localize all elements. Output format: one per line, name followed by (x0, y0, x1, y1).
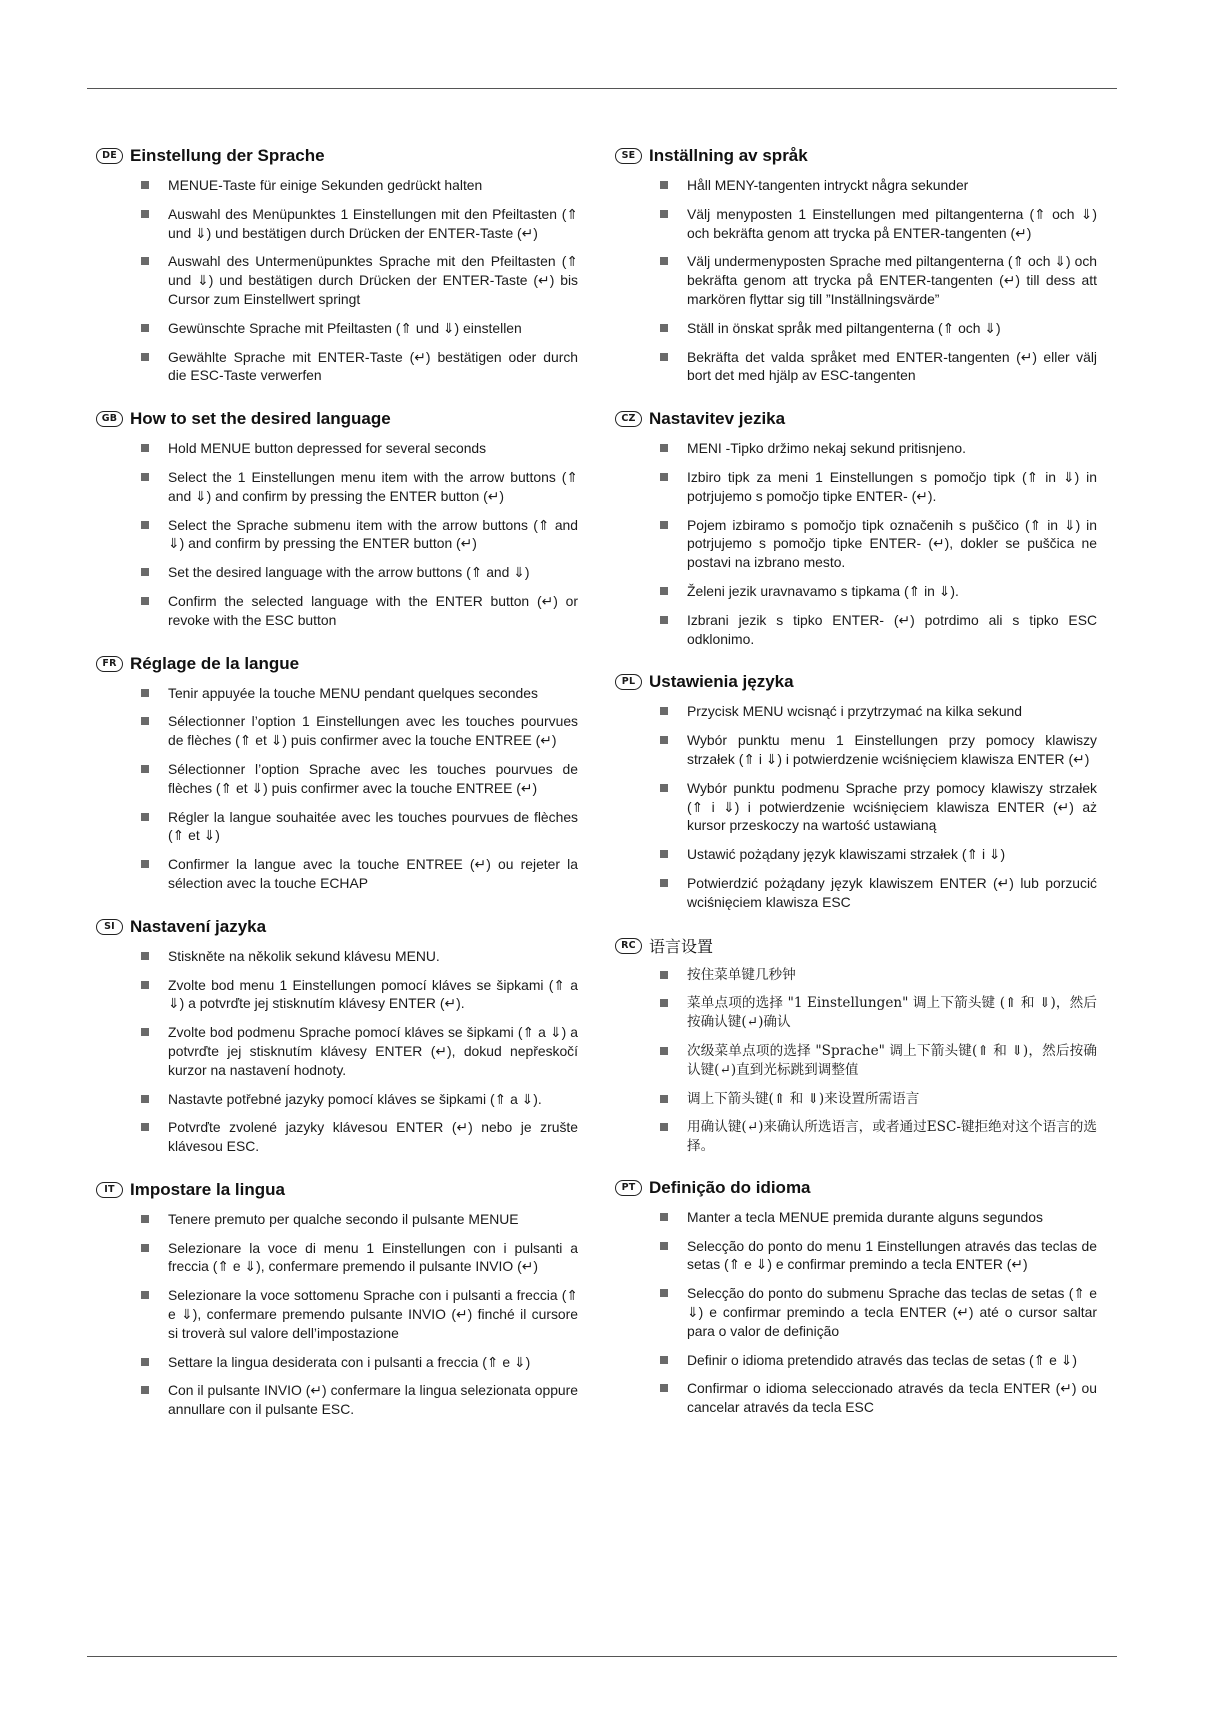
item-text: MENI -Tipko držimo nekaj sekund pritisnjeno. (687, 440, 966, 457)
square-bullet-icon (141, 860, 149, 868)
item-text: Želeni jezik uravnavamo s tipkama (⇑ in ⇓). (687, 582, 959, 599)
section-cz (615, 407, 1097, 648)
list-item (96, 712, 578, 750)
item-text: Tenir appuyée la touche MENU pendant quelques secondes (168, 684, 538, 701)
list-item (615, 1237, 1097, 1275)
section-heading (96, 652, 578, 676)
item-text: Hold MENUE button depressed for several seconds (168, 440, 487, 457)
square-bullet-icon (660, 181, 668, 189)
list-item (96, 176, 578, 195)
square-bullet-icon (141, 1215, 149, 1223)
list-item (96, 563, 578, 582)
square-bullet-icon (660, 736, 668, 744)
item-text: Definir o idioma pretendido através das teclas de setas (⇑ e ⇓) (687, 1351, 1078, 1368)
item-text: Ustawić pożądany język klawiszami strzałek (⇑ i ⇓) (687, 846, 1006, 863)
instruction-list (615, 1208, 1097, 1417)
section-de (96, 144, 578, 385)
list-item (615, 779, 1097, 835)
language-badge: SE (615, 148, 642, 164)
square-bullet-icon (141, 813, 149, 821)
square-bullet-icon (141, 1291, 149, 1299)
section-heading (615, 670, 1097, 694)
item-text: 次级菜单点项的选择 "Sprache" 调上下箭头键(⇑ 和 ⇓)，然后按确认键(↵)直到光标跳到调整值 (687, 1042, 1097, 1078)
list-item (96, 516, 578, 554)
left-column (96, 144, 578, 1441)
square-bullet-icon (660, 324, 668, 332)
square-bullet-icon (660, 971, 668, 979)
item-text: Gewählte Sprache mit ENTER-Taste (↵) bestätigen oder durch die ESC-Taste verwerfen (168, 348, 578, 384)
item-text: Bekräfta det valda språket med ENTER-tangenten (↵) eller välj bort det med hjälp av ESC-tangenten (687, 348, 1097, 384)
item-text: Potwierdzić pożądany język klawiszem ENTER (↵) lub porzucić wciśnięciem klawisza ESC (687, 874, 1097, 910)
square-bullet-icon (141, 521, 149, 529)
language-badge: SI (96, 919, 123, 935)
list-item (615, 1042, 1097, 1080)
instruction-list (96, 684, 578, 893)
square-bullet-icon (141, 257, 149, 265)
language-badge: CZ (615, 411, 642, 427)
list-item (615, 1351, 1097, 1370)
item-text: Settare la lingua desiderata con i pulsanti a freccia (⇑ e ⇓) (168, 1353, 531, 1370)
section-heading (96, 144, 578, 168)
section-heading (615, 934, 1097, 958)
section-title: Ustawienia języka (649, 672, 794, 692)
list-item (615, 1208, 1097, 1227)
square-bullet-icon (141, 324, 149, 332)
list-item (96, 1023, 578, 1079)
language-badge: PT (615, 1180, 642, 1196)
square-bullet-icon (660, 473, 668, 481)
square-bullet-icon (660, 1384, 668, 1392)
item-text: Sélectionner l’option Sprache avec les touches pourvues de flèches (⇑ et ⇓) puis confirmer avec la touche ENTREE (↵) (168, 760, 578, 796)
instruction-list (96, 1210, 578, 1419)
section-heading (615, 407, 1097, 431)
item-text: Tenere premuto per qualche secondo il pulsante MENUE (168, 1210, 519, 1227)
square-bullet-icon (660, 1242, 668, 1250)
language-badge: RC (615, 938, 642, 954)
item-text: Sélectionner l’option 1 Einstellungen avec les touches pourvues de flèches (⇑ et ⇓) puis confirmer avec la touche ENTREE (↵) (168, 713, 578, 749)
section-heading (96, 915, 578, 939)
item-text: Select the Sprache submenu item with the arrow buttons (⇑ and ⇓) and confirm by pressing the ENTER button (↵) (168, 516, 578, 552)
square-bullet-icon (141, 444, 149, 452)
square-bullet-icon (141, 1244, 149, 1252)
square-bullet-icon (660, 1047, 668, 1055)
square-bullet-icon (660, 850, 668, 858)
item-text: Selecção do ponto do menu 1 Einstellungen através das teclas de setas (⇑ e ⇓) e confirmar premindo a tecla ENTER (↵) (687, 1237, 1097, 1273)
square-bullet-icon (141, 1386, 149, 1394)
item-text: Confirm the selected language with the ENTER button (↵) or revoke with the ESC button (168, 592, 578, 628)
section-title: Definição do idioma (649, 1177, 811, 1197)
square-bullet-icon (141, 1358, 149, 1366)
list-item (96, 1090, 578, 1109)
square-bullet-icon (660, 210, 668, 218)
square-bullet-icon (141, 1123, 149, 1131)
section-pl (615, 670, 1097, 911)
square-bullet-icon (660, 784, 668, 792)
square-bullet-icon (141, 210, 149, 218)
item-text: Select the 1 Einstellungen menu item with the arrow buttons (⇑ and ⇓) and confirm by pressing the ENTER button (↵) (168, 468, 578, 504)
instruction-list (615, 702, 1097, 911)
square-bullet-icon (141, 1028, 149, 1036)
list-item (96, 205, 578, 243)
item-text: Stiskněte na několik sekund klávesu MENU. (168, 947, 440, 964)
list-item (96, 760, 578, 798)
list-item (615, 874, 1097, 912)
item-text: Izbiro tipk za meni 1 Einstellungen s pomočjo tipk (⇑ in ⇓) in potrjujemo s pomočjo tipke ENTER- (↵). (687, 468, 1097, 504)
square-bullet-icon (660, 999, 668, 1007)
list-item (615, 252, 1097, 308)
section-rc (615, 934, 1097, 1156)
item-text: Pojem izbiramo s pomočjo tipk označenih s puščico (⇑ in ⇓) in potrjujemo s pomočjo tipke ENTER- (↵), dokler se puščica ne postavi na izbrano mesto. (687, 516, 1097, 571)
section-title: Impostare la lingua (130, 1179, 285, 1199)
section-title: Nastavení jazyka (130, 916, 267, 936)
square-bullet-icon (141, 473, 149, 481)
list-item (615, 1118, 1097, 1156)
square-bullet-icon (660, 353, 668, 361)
list-item (96, 319, 578, 338)
top-rule (87, 88, 1117, 89)
square-bullet-icon (141, 765, 149, 773)
section-fr (96, 652, 578, 893)
list-item (96, 684, 578, 703)
item-text: Potvrďte zvolené jazyky klávesou ENTER (↵) nebo je zrušte klávesou ESC. (168, 1119, 578, 1155)
item-text: Set the desired language with the arrow buttons (⇑ and ⇓) (168, 564, 530, 581)
square-bullet-icon (141, 689, 149, 697)
item-text: Auswahl des Untermenüpunktes Sprache mit den Pfeiltasten (⇑ und ⇓) und bestätigen durch Drücken der ENTER-Taste (↵) bis Cursor zum Einstellwert springt (168, 253, 578, 307)
item-text: 菜单点项的选择 "1 Einstellungen" 调上下箭头键 (⇑ 和 ⇓)，然后按确认键(↵)确认 (687, 995, 1097, 1031)
square-bullet-icon (141, 981, 149, 989)
list-item (96, 348, 578, 386)
instruction-list (615, 439, 1097, 648)
square-bullet-icon (141, 353, 149, 361)
list-item (615, 994, 1097, 1032)
list-item (615, 516, 1097, 572)
list-item (96, 439, 578, 458)
item-text: Nastavte potřebné jazyky pomocí kláves se šipkami (⇑ a ⇓). (168, 1090, 542, 1107)
item-text: Wybór punktu menu 1 Einstellungen przy pomocy klawiszy strzałek (⇑ i ⇓) i potwierdzenie wciśnięciem klawisza ENTER (↵) (687, 732, 1097, 767)
instruction-list (96, 176, 578, 385)
square-bullet-icon (141, 717, 149, 725)
section-heading (615, 144, 1097, 168)
item-text: Selezionare la voce sottomenu Sprache con i pulsanti a freccia (⇑ e ⇓), confermare premendo pulsante INVIO (↵) finché il cursore si troverà sul valore dell’impostazione (168, 1287, 578, 1341)
section-title: Nastavitev jezika (649, 409, 786, 429)
language-badge: IT (96, 1182, 123, 1198)
section-se (615, 144, 1097, 385)
section-heading (615, 1176, 1097, 1200)
item-text: MENUE-Taste für einige Sekunden gedrückt halten (168, 177, 483, 193)
language-badge: DE (96, 148, 123, 164)
section-title: How to set the desired language (130, 409, 391, 429)
list-item (615, 319, 1097, 338)
list-item (615, 205, 1097, 243)
item-text: Izbrani jezik s tipko ENTER- (↵) potrdimo ali s tipko ESC odklonimo. (687, 611, 1097, 647)
language-badge: PL (615, 674, 642, 690)
list-item (615, 731, 1097, 769)
list-item (615, 1090, 1097, 1109)
section-title: 语言设置 (649, 937, 714, 957)
item-text: Confirmer la langue avec la touche ENTREE (↵) ou rejeter la sélection avec la touche ECHAP (168, 856, 578, 891)
section-heading (96, 407, 578, 431)
item-text: Manter a tecla MENUE premida durante alguns segundos (687, 1208, 1043, 1225)
right-column (615, 144, 1097, 1439)
section-si (96, 915, 578, 1156)
square-bullet-icon (660, 587, 668, 595)
section-gb (96, 407, 578, 629)
section-title: Réglage de la langue (130, 653, 300, 673)
list-item (96, 1353, 578, 1372)
section-heading (96, 1178, 578, 1202)
square-bullet-icon (141, 1095, 149, 1103)
list-item (96, 855, 578, 893)
square-bullet-icon (660, 444, 668, 452)
instruction-list (615, 966, 1097, 1156)
item-text: Zvolte bod podmenu Sprache pomocí kláves se šipkami (⇑ a ⇓) a potvrďte jej stisknutím klávesy ENTER (↵), dokud nepřeskočí kurzor na nastavení hodnoty. (168, 1024, 578, 1078)
language-badge: FR (96, 656, 123, 672)
item-text: Gewünschte Sprache mit Pfeiltasten (⇑ und ⇓) einstellen (168, 319, 522, 336)
item-text: Auswahl des Menüpunktes 1 Einstellungen mit den Pfeiltasten (⇑ und ⇓) und bestätigen durch Drücken der ENTER-Taste (↵) (168, 205, 578, 241)
square-bullet-icon (660, 521, 668, 529)
item-text: 调上下箭头键(⇑ 和 ⇓)来设置所需语言 (687, 1090, 920, 1107)
list-item (615, 582, 1097, 601)
list-item (615, 966, 1097, 985)
instruction-list (96, 439, 578, 629)
list-item (615, 845, 1097, 864)
square-bullet-icon (660, 1289, 668, 1297)
square-bullet-icon (660, 879, 668, 887)
instruction-list (96, 947, 578, 1156)
square-bullet-icon (660, 1123, 668, 1131)
square-bullet-icon (141, 597, 149, 605)
item-text: Välj menyposten 1 Einstellungen med piltangenterna (⇑ och ⇓) och bekräfta genom att trycka på ENTER-tangenten (↵) (687, 205, 1097, 241)
list-item (96, 808, 578, 846)
list-item (96, 1118, 578, 1156)
list-item (96, 947, 578, 966)
square-bullet-icon (141, 568, 149, 576)
instruction-list (615, 176, 1097, 385)
square-bullet-icon (141, 952, 149, 960)
list-item (615, 468, 1097, 506)
list-item (96, 592, 578, 630)
item-text: Välj undermenyposten Sprache med piltangenterna (⇑ och ⇓) och bekräfta genom att trycka på ENTER-tangenten (↵) till dess att markören flyttar sig till ”Inställningsvärde” (687, 253, 1097, 307)
item-text: Ställ in önskat språk med piltangenterna (⇑ och ⇓) (687, 319, 1001, 336)
section-pt (615, 1176, 1097, 1417)
list-item (615, 611, 1097, 649)
square-bullet-icon (660, 1356, 668, 1364)
square-bullet-icon (141, 181, 149, 189)
item-text: Selezionare la voce di menu 1 Einstellungen con i pulsanti a freccia (⇑ e ⇓), confermare premendo il pulsante INVIO (↵) (168, 1239, 578, 1275)
item-text: Con il pulsante INVIO (↵) confermare la lingua selezionata oppure annullare con il pulsante ESC. (168, 1382, 578, 1418)
list-item (96, 1210, 578, 1229)
item-text: Przycisk MENU wcisnąć i przytrzymać na kilka sekund (687, 703, 1022, 720)
square-bullet-icon (660, 1213, 668, 1221)
section-title: Inställning av språk (649, 146, 808, 165)
item-text: 用确认键(↵)来确认所选语言，或者通过ESC-键拒绝对这个语言的选择。 (687, 1119, 1097, 1155)
list-item (96, 976, 578, 1014)
item-text: 按住菜单键几秒钟 (687, 966, 796, 983)
list-item (96, 1286, 578, 1342)
section-it (96, 1178, 578, 1419)
list-item (96, 468, 578, 506)
list-item (615, 176, 1097, 195)
list-item (615, 1284, 1097, 1340)
square-bullet-icon (660, 1095, 668, 1103)
item-text: Confirmar o idioma seleccionado através da tecla ENTER (↵) ou cancelar através da tecla ESC (687, 1380, 1097, 1416)
item-text: Selecção do ponto do submenu Sprache das teclas de setas (⇑ e ⇓) e confirmar premindo a tecla ENTER (↵) até o cursor saltar para o valor de definição (687, 1285, 1097, 1339)
list-item (615, 348, 1097, 386)
section-title: Einstellung der Sprache (130, 146, 325, 165)
list-item (96, 252, 578, 308)
item-text: Régler la langue souhaitée avec les touches pourvues de flèches (⇑ et ⇓) (168, 808, 578, 844)
item-text: Wybór punktu podmenu Sprache przy pomocy klawiszy strzałek (⇑ i ⇓) i potwierdzenie wciśnięciem klawisza ENTER (↵) aż kursor przeskoczy na wartość ustawianą (687, 779, 1097, 834)
list-item (96, 1381, 578, 1419)
item-text: Håll MENY-tangenten intryckt några sekunder (687, 177, 969, 193)
bottom-rule (87, 1656, 1117, 1657)
language-badge: GB (96, 411, 123, 427)
list-item (615, 702, 1097, 721)
list-item (615, 1379, 1097, 1417)
square-bullet-icon (660, 257, 668, 265)
square-bullet-icon (660, 616, 668, 624)
square-bullet-icon (660, 707, 668, 715)
item-text: Zvolte bod menu 1 Einstellungen pomocí kláves se šipkami (⇑ a ⇓) a potvrďte jej stisknutím klávesy ENTER (↵). (168, 976, 578, 1012)
list-item (96, 1239, 578, 1277)
list-item (615, 439, 1097, 458)
